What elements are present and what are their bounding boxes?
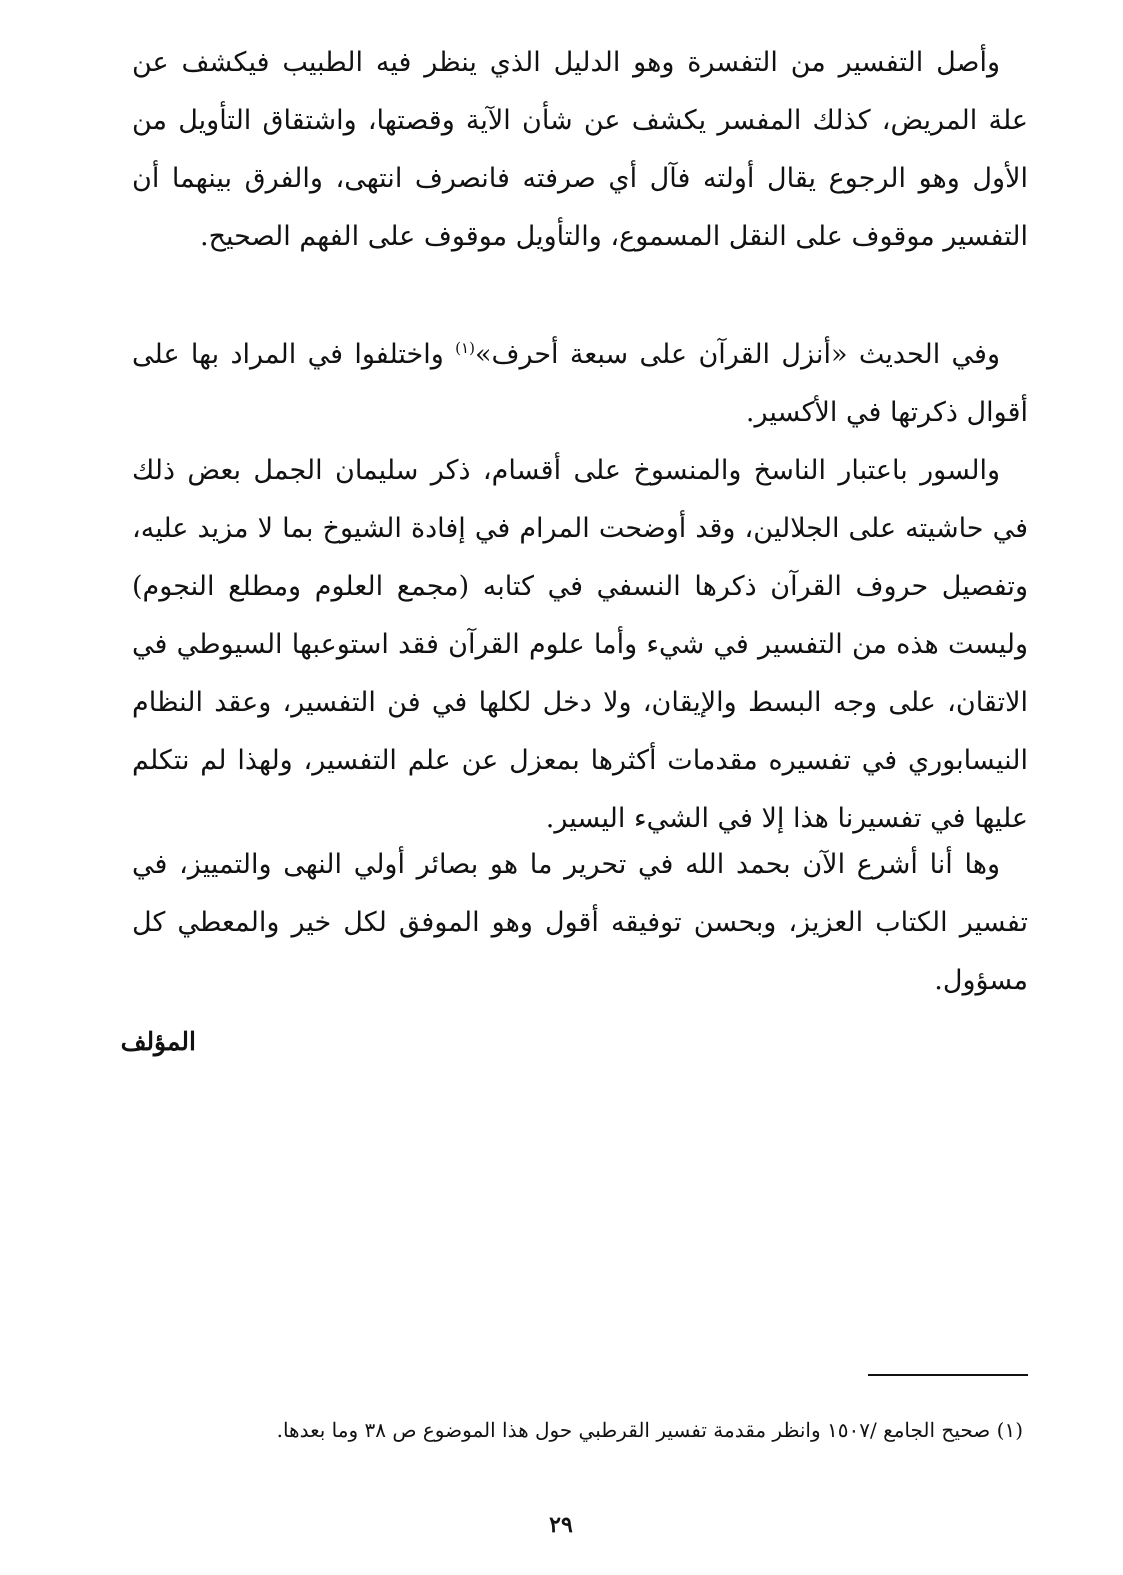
body-paragraph-1 <box>132 34 1028 266</box>
footnote-marker: (١) <box>455 339 475 357</box>
page-number: ٢٩ <box>549 1512 573 1538</box>
footnote: (١) صحيح الجامع /١٥٠٧ وانظر مقدمة تفسير القرطبي حول هذا الموضوع ص ٣٨ وما بعدها. <box>276 1418 1023 1442</box>
paragraph-text: والسور باعتبار الناسخ والمنسوخ على أقسام، ذكر سليمان الجمل بعض ذلك في حاشيته على الجلالين، وقد أوضحت المرام في إفادة الشيوخ بما لا مزيد عليه، وتفصيل حروف القرآن ذكرها النسفي في كتابه (مجمع العلوم ومطلع النجوم) وليست هذه من التفسير في شيء وأما علوم القرآن فقد استوعبها السيوطي في الاتقان، على وجه البسط والإيقان، ولا دخل لكلها في فن التفسير، وعقد النظام النيسابوري في تفسيره مقدمات أكثرها بمعزل عن علم التفسير، ولهذا لم نتكلم عليها في تفسيرنا هذا إلا في الشيء اليسير. <box>132 455 1028 834</box>
paragraph-text-after-footnote: واختلفوا في المراد بها على أقوال ذكرتها في الأكسير. <box>132 339 1028 428</box>
paragraph-text: وها أنا أشرع الآن بحمد الله في تحرير ما هو بصائر أولي النهى والتمييز، في تفسير الكتاب العزيز، وبحسن توفيقه أقول وهو الموفق لكل خير والمعطي كل مسؤول. <box>132 849 1028 996</box>
paragraph-text-before-footnote: وفي الحديث «أنزل القرآن على سبعة أحرف» <box>474 339 1001 370</box>
paragraph-text <box>132 326 1028 442</box>
author-signature: المؤلف <box>120 1027 196 1056</box>
paragraph-text: وأصل التفسير من التفسرة وهو الدليل الذي ينظر فيه الطبيب فيكشف عن علة المريض، كذلك المفسر يكشف عن شأن الآية وقصتها، واشتقاق التأويل من الأول وهو الرجوع يقال أولته فآل أي صرفته فانصرف انتهى، والفرق بينهما أن التفسير موقوف على النقل المسموع، والتأويل موقوف على الفهم الصحيح. <box>132 47 1028 252</box>
body-paragraph-2 <box>132 326 1028 442</box>
body-paragraph-4 <box>132 836 1028 1010</box>
body-paragraph-3 <box>132 442 1028 848</box>
footnote-divider <box>868 1374 1028 1376</box>
